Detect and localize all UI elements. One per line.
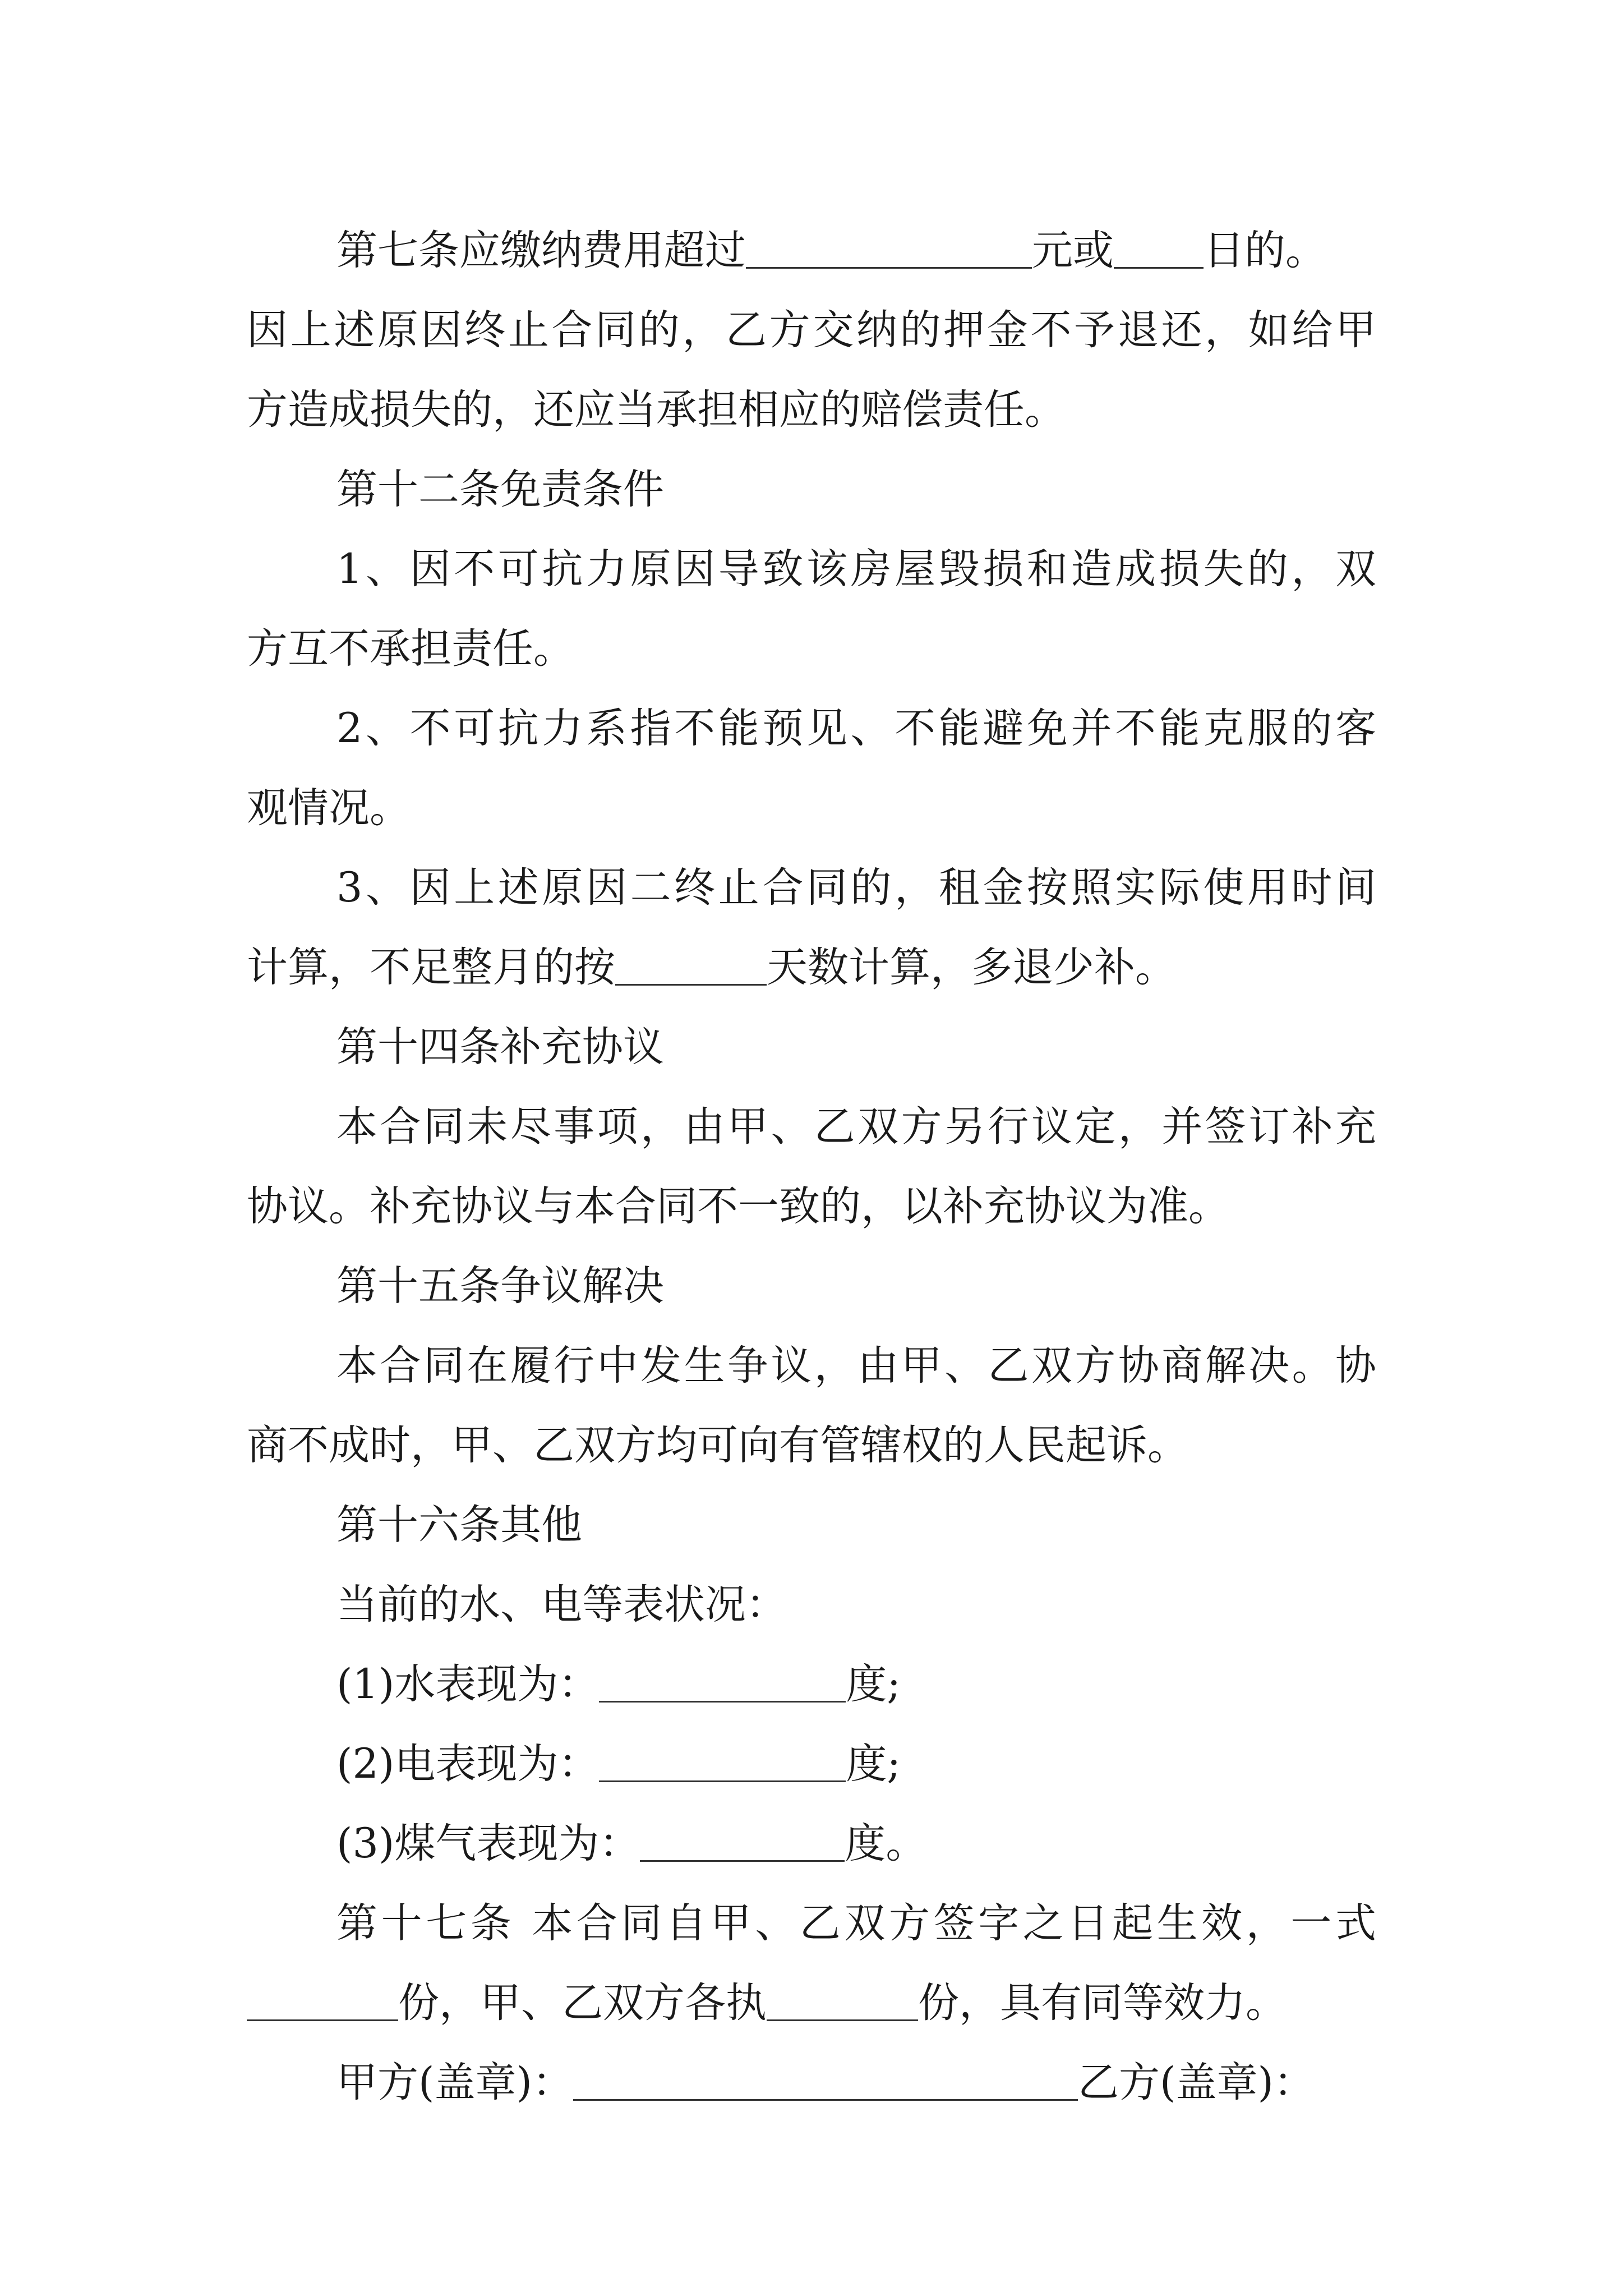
blank-gas-reading[interactable] [640, 1826, 845, 1862]
text-segment: 度。 [845, 1820, 927, 1867]
text-segment: (2)电表现为： [336, 1740, 600, 1788]
article-12-heading: 第十二条免责条件 [336, 466, 664, 513]
text-segment: (3)煤气表现为： [336, 1820, 640, 1867]
signature-line [247, 2041, 1376, 2125]
blank-fee-amount[interactable] [746, 233, 1032, 269]
party-b-seal-label: 乙方(盖章)： [1077, 2059, 1315, 2106]
text-segment: 天数计算，多退少补。 [767, 944, 1176, 991]
blank-copies-each[interactable] [767, 1986, 918, 2021]
text-segment: 第七条应缴纳费用超过 [336, 227, 746, 274]
paragraph-line: 商不成时，甲、乙双方均可向有管辖权的人民起诉。 [247, 1421, 1188, 1469]
paragraph-line: 1、因不可抗力原因导致该房屋毁损和造成损失的，双 [336, 545, 1376, 593]
text-segment: (1)水表现为： [336, 1660, 600, 1708]
text-segment: 计算，不足整月的按 [247, 944, 615, 991]
blank-day-count[interactable] [615, 950, 767, 986]
article-7-line [247, 209, 1376, 293]
gas-meter-line [247, 1802, 1376, 1886]
paragraph-line: 方互不承担责任。 [247, 625, 574, 673]
paragraph-line: 本合同未尽事项，由甲、乙双方另行议定，并签订补充 [336, 1103, 1376, 1151]
blank-electric-reading[interactable] [599, 1747, 846, 1782]
blank-days[interactable] [1114, 233, 1204, 269]
paragraph-line [247, 1961, 1376, 2045]
article-15-heading: 第十五条争议解决 [336, 1262, 664, 1310]
text-segment: 份，具有同等效力。 [918, 1979, 1287, 2027]
text-segment: 度; [846, 1740, 901, 1788]
text-segment: 份，甲、乙双方各执 [398, 1979, 767, 2027]
water-meter-line [247, 1642, 1376, 1727]
paragraph-line: 协议。补充协议与本合同不一致的，以补充协议为准。 [247, 1182, 1229, 1230]
paragraph-line: 2、不可抗力系指不能预见、不能避免并不能克服的客 [336, 705, 1376, 752]
party-a-seal-label: 甲方(盖章)： [336, 2059, 573, 2106]
paragraph-line [247, 926, 1376, 1010]
blank-copies-total[interactable] [247, 1986, 398, 2021]
paragraph-line: 因上述原因终止合同的，乙方交纳的押金不予退还，如给甲 [247, 306, 1376, 354]
article-16-heading: 第十六条其他 [336, 1501, 582, 1549]
text-segment: 元或 [1032, 227, 1114, 274]
blank-party-a-seal[interactable] [573, 2065, 1078, 2101]
paragraph-line: 方造成损失的，还应当承担相应的赔偿责任。 [247, 386, 1066, 434]
article-14-heading: 第十四条补充协议 [336, 1023, 664, 1071]
paragraph-line: 本合同在履行中发生争议，由甲、乙双方协商解决。协 [336, 1342, 1376, 1389]
electric-meter-line [247, 1722, 1376, 1806]
text-segment: 度; [846, 1660, 901, 1708]
blank-water-reading[interactable] [599, 1667, 846, 1703]
paragraph-line: 3、因上述原因二终止合同的，租金按照实际使用时间 [336, 864, 1376, 912]
paragraph-line: 当前的水、电等表状况： [336, 1581, 787, 1628]
paragraph-line: 观情况。 [247, 784, 411, 832]
article-17-line: 第十七条 本合同自甲、乙双方签字之日起生效，一式 [336, 1899, 1376, 1947]
text-segment: 日的。 [1204, 227, 1326, 274]
